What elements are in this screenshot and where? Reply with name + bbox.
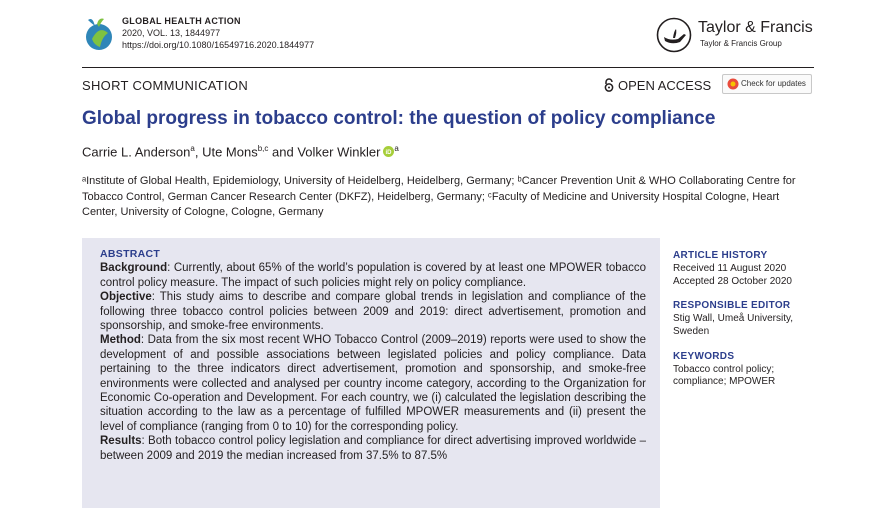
author-list (82, 144, 399, 159)
open-access-text: OPEN ACCESS (618, 78, 712, 93)
abstract (100, 247, 646, 463)
check-for-updates-label: Check for updates (741, 79, 806, 88)
keywords-heading: KEYWORDS (673, 350, 735, 362)
keywords (673, 351, 815, 389)
editor-heading: RESPONSIBLE EDITOR (673, 300, 791, 312)
history-heading: ARTICLE HISTORY (673, 250, 768, 261)
publisher-group: Taylor & Francis Group (700, 39, 782, 48)
publisher-name: Taylor & Francis (698, 19, 813, 36)
abstract-results (100, 434, 646, 463)
affiliations: ᵃInstitute of Global Health, Epidemiology, University of Heidelberg, Heidelberg, Germany; ᵇCancer Prevention Unit & WHO Collaborating Centre for Tobacco Control, German Cancer Research Center (DKFZ), Heidelberg, Germany; ᶜFaculty of Medicine and University Hospital Cologne, Heart Center, University of Cologne, Cologne, Germany (82, 175, 796, 218)
objective-label: Objective (100, 291, 152, 304)
open-lock-icon (604, 78, 614, 92)
abstract-method (100, 333, 646, 434)
article-title: Global progress in tobacco control: the question of policy compliance (82, 108, 716, 129)
journal-logo-icon (82, 15, 116, 53)
background-text: : Currently, about 65% of the world’s population is covered by at least one MPOWER tobacco control policy measure. The impact of such policies might rely on policy compliance. (100, 262, 646, 289)
author-affiliation-mark: a (394, 144, 399, 153)
results-text: : Both tobacco control policy legislation and compliance for direct advertising improved worldwide – between 2009 and 2019 the median increased from 37.5% to 87.5% (100, 435, 646, 462)
method-text: : Data from the six most recent WHO Tobacco Control (2009–2019) reports were used to show the development of and possible associations between legislated policies and policy compliance. Data pertaining to the three indicators direct advertisement, promotion and sponsorship, and smoke-free environments were collected and analysed per country income category, according to the Organization for Economic Co-operation and Development. For each country, we (i) calculated the legislation describing the situation according to the law as a percentage of fulfilled MPOWER measurements and (ii) present the level of compliance (ranging from 0 to 10) for the corresponding policy. (100, 334, 646, 433)
editor-name: Stig Wall, Umeå University, Sweden (673, 313, 794, 337)
author-name[interactable]: Volker Winkler (297, 144, 381, 160)
open-access-label (604, 78, 711, 93)
author-separator: , (194, 144, 203, 160)
header-divider (82, 67, 814, 68)
accepted-date: Accepted 28 October 2020 (673, 275, 792, 287)
background-label: Background (100, 262, 168, 275)
received-date: Received 11 August 2020 (673, 262, 787, 274)
author-name[interactable]: Ute Mons (202, 144, 258, 160)
journal-volume: 2020, VOL. 13, 1844977 (122, 28, 221, 38)
responsible-editor (673, 300, 815, 338)
abstract-objective (100, 290, 646, 333)
journal-doi-link[interactable]: https://doi.org/10.1080/16549716.2020.1844977 (122, 40, 315, 50)
article-sidebar (673, 250, 815, 401)
author-name[interactable]: Carrie L. Anderson (82, 144, 191, 160)
keywords-list: Tobacco control policy; compliance; MPOWER (673, 363, 776, 388)
crossmark-icon (727, 78, 739, 90)
abstract-background (100, 261, 646, 290)
author-affiliation-mark: b,c (257, 144, 269, 153)
author-affiliation-mark: a (190, 144, 195, 153)
results-label: Results (100, 435, 142, 448)
objective-text: : This study aims to describe and compare global trends in legislation and compliance of the following three tobacco control policies between 2009 and 2019: direct advertisement, promotion and sponsorship, and smoke-free environments. (100, 291, 646, 333)
article-type: SHORT COMMUNICATION (82, 78, 249, 93)
publisher-logo[interactable] (656, 15, 816, 57)
method-label: Method (100, 334, 141, 347)
abstract-heading: ABSTRACT (100, 248, 161, 260)
article-history (673, 250, 815, 288)
taylor-francis-lamp-icon (656, 17, 692, 53)
author-separator: and (268, 144, 298, 160)
check-for-updates-button[interactable] (722, 74, 812, 94)
orcid-icon[interactable] (383, 146, 394, 157)
journal-name: GLOBAL HEALTH ACTION (122, 16, 241, 26)
svg-text:iD: iD (385, 150, 392, 157)
